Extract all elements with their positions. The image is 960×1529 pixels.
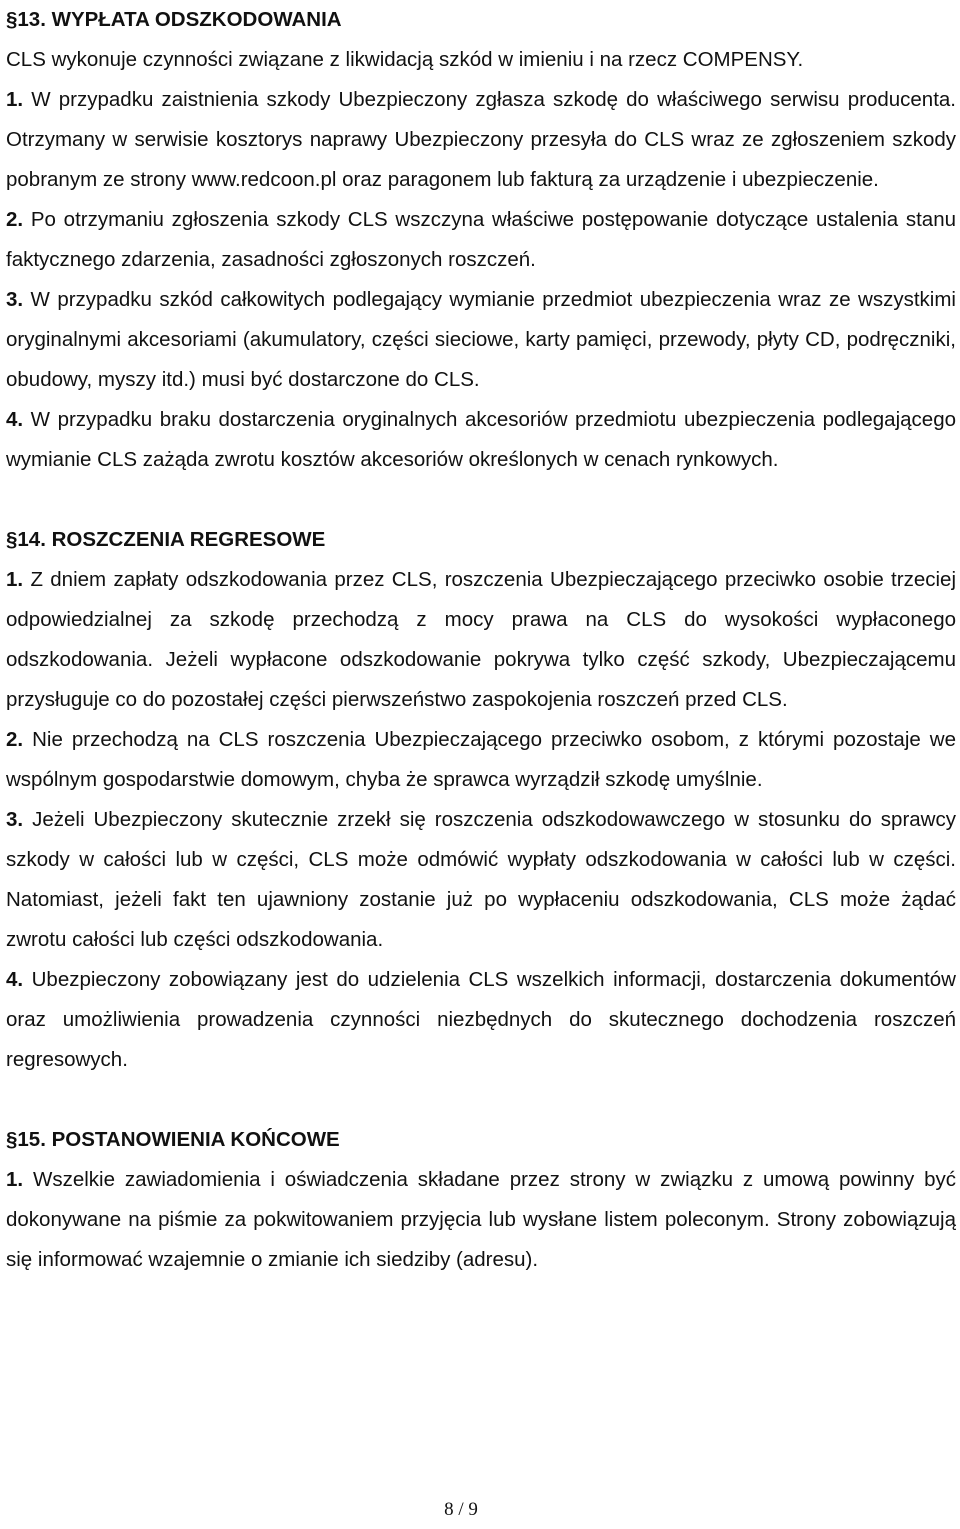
item-number: 3. (6, 288, 24, 311)
item-text: W przypadku braku dostarczenia oryginalnych akcesoriów przedmiotu ubezpieczenia podlegającego wymianie CLS zażąda zwrotu kosztów akcesoriów określonych w cenach rynkowych. (6, 408, 956, 471)
section-spacer (6, 1080, 956, 1120)
item-text: Po otrzymaniu zgłoszenia szkody CLS wszczyna właściwe postępowanie dotyczące ustalenia stanu faktycznego zdarzenia, zasadności zgłoszonych roszczeń. (6, 208, 957, 271)
item-text: W przypadku szkód całkowitych podlegający wymianie przedmiot ubezpieczenia wraz ze wszystkimi oryginalnymi akcesoriami (akumulatory, części sieciowe, karty pamięci, przewody, płyty CD, podręczniki, obudowy, myszy itd.) musi być dostarczone do CLS. (6, 288, 956, 391)
item-number: 2. (6, 728, 24, 751)
item-number: 1. (6, 1168, 24, 1191)
item-text: Z dniem zapłaty odszkodowania przez CLS, roszczenia Ubezpieczającego przeciwko osobie trzeciej odpowiedzialnej za szkodę przechodzą z mocy prawa na CLS do wysokości wypłaconego odszkodowania. Jeżeli wypłacone odszkodowanie pokrywa tylko część szkody, Ubezpieczającemu przysługuje co do pozostałej części pierwszeństwo zaspokojenia roszczeń przed CLS. (6, 568, 956, 711)
item-text: Ubezpieczony zobowiązany jest do udzielenia CLS wszelkich informacji, dostarczenia dokumentów oraz umożliwienia prowadzenia czynności niezbędnych do skutecznego dochodzenia roszczeń regresowych. (6, 968, 956, 1071)
section-spacer (6, 480, 956, 520)
section-14-heading: §14. ROSZCZENIA REGRESOWE (6, 528, 326, 551)
section-13-item-1 (6, 80, 956, 200)
item-number: 1. (6, 88, 24, 111)
item-number: 1. (6, 568, 24, 591)
section-13-intro: CLS wykonuje czynności związane z likwidacją szkód w imieniu i na rzecz COMPENSY. (6, 48, 804, 71)
section-14-item-2 (6, 720, 956, 800)
section-13-heading: §13. WYPŁATA ODSZKODOWANIA (6, 8, 342, 31)
document-page (6, 0, 956, 1280)
item-number: 4. (6, 408, 24, 431)
section-14-item-3 (6, 800, 956, 960)
section-15-heading: §15. POSTANOWIENIA KOŃCOWE (6, 1128, 340, 1151)
item-number: 4. (6, 968, 24, 991)
section-14-item-4 (6, 960, 956, 1080)
section-14-item-1 (6, 560, 956, 720)
section-13-item-3 (6, 280, 956, 400)
item-number: 2. (6, 208, 24, 231)
item-text: Wszelkie zawiadomienia i oświadczenia składane przez strony w związku z umową powinny być dokonywane na piśmie za pokwitowaniem przyjęcia lub wysłane listem poleconym. Strony zobowiązują się informować wzajemnie o zmianie ich siedziby (adresu). (6, 1168, 956, 1271)
section-13-item-2 (6, 200, 956, 280)
item-text: Nie przechodzą na CLS roszczenia Ubezpieczającego przeciwko osobom, z którymi pozostaje we wspólnym gospodarstwie domowym, chyba że sprawca wyrządził szkodę umyślnie. (6, 728, 956, 791)
item-text: W przypadku zaistnienia szkody Ubezpieczony zgłasza szkodę do właściwego serwisu producenta. Otrzymany w serwisie kosztorys naprawy Ubezpieczony przesyła do CLS wraz ze zgłoszeniem szkody pobranym ze strony www.redcoon.pl oraz paragonem lub fakturą za urządzenie i ubezpieczenie. (6, 88, 956, 191)
section-13-item-4 (6, 400, 956, 480)
section-15-item-1 (6, 1160, 956, 1280)
page-number: 8 / 9 (444, 1499, 478, 1520)
item-text: Jeżeli Ubezpieczony skutecznie zrzekł się roszczenia odszkodowawczego w stosunku do sprawcy szkody w całości lub w części, CLS może odmówić wypłaty odszkodowania w całości lub w części. Natomiast, jeżeli fakt ten ujawniony zostanie już po wypłaceniu odszkodowania, CLS może żądać zwrotu całości lub części odszkodowania. (6, 808, 956, 951)
item-number: 3. (6, 808, 24, 831)
